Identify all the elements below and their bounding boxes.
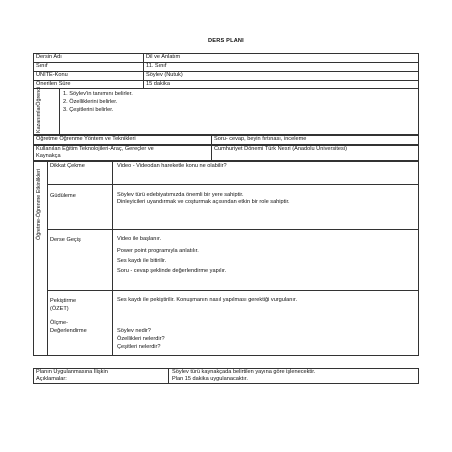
info-label-ders: Dersin Adı bbox=[36, 54, 62, 60]
teknoloji-value: Cumhuriyet Dönemi Türk Nesri (Anadolu Üniversitesi) bbox=[214, 146, 347, 152]
gudulem-line-2: Dinleyicileri uyandırmak ve coşturmak açısından etkin bir role sahiptir. bbox=[117, 199, 290, 205]
gecis-line-3: Ses kaydı ile bitirilir. bbox=[117, 258, 167, 264]
gecis-line-4: Soru - cevap şeklinde değerlendirme yapılır. bbox=[117, 268, 227, 274]
info-value-sinif: 11. Sınıf bbox=[146, 63, 167, 69]
olcme-line-2: Özellikleri nelerdir? bbox=[117, 336, 165, 342]
dikkat-value: Video - Videodan hareketle konu ne olabilir? bbox=[117, 163, 227, 169]
pekistirme-value: Ses kaydı ile pekiştirilir. Konuşmanın nasıl yapılması gerektiği vurgulanır. bbox=[117, 297, 298, 303]
etkinlik-box bbox=[33, 161, 419, 356]
kazanim-item-3: 3. Çeşitlerini belirler. bbox=[63, 107, 114, 113]
teknoloji-label-line1: Kullanılan Eğitim Teknolojileri-Araç, Gereçler ve bbox=[36, 146, 154, 152]
etkinlik-side-label: Öğretme-Öğrenme Etkinlikleri bbox=[36, 169, 42, 240]
uygulama-line-2: Plan 15 dakika uygulanacaktır. bbox=[172, 376, 248, 382]
gecis-label: Derse Geçiş bbox=[50, 237, 81, 243]
teknoloji-label-line2: Kaynakça bbox=[36, 153, 61, 159]
kazanimlar-label: Kazanımlar bbox=[36, 105, 42, 133]
info-label-sure: Önerilen Süre bbox=[36, 81, 71, 87]
olcme-label-2: Değerlendirme bbox=[50, 328, 87, 334]
olcme-label-1: Ölçme- bbox=[50, 320, 69, 326]
info-label-unite: ÜNİTE-Konu bbox=[36, 72, 68, 78]
page-title: DERS PLANI bbox=[208, 38, 244, 44]
gecis-line-2: Power point programıyla anlatılır. bbox=[117, 248, 199, 254]
info-value-sure: 15 dakika bbox=[146, 81, 170, 87]
info-label-sinif: Sınıf bbox=[36, 63, 48, 69]
olcme-line-1: Söylev nedir? bbox=[117, 328, 151, 334]
info-value-ders: Dil ve Anlatım bbox=[146, 54, 181, 60]
kazanimlar-side-label bbox=[36, 87, 42, 133]
gecis-line-1: Video ile başlanır. bbox=[117, 236, 162, 242]
olcme-line-3: Çeşitleri nelerdir? bbox=[117, 344, 161, 350]
uygulama-line-1: Söylev türü kaynakçada belirtilen yayına göre işlenecektir. bbox=[172, 369, 316, 375]
yontem-label: Öğretme Öğrenme Yöntem ve Teknikleri bbox=[36, 136, 136, 142]
gudulem-line-1: Söylev türü edebiyatımızda önemli bir yere sahiptir. bbox=[117, 192, 244, 198]
dikkat-label: Dikkat Çekme bbox=[50, 163, 85, 169]
kazanim-item-1: 1. Söylev'in tanımını belirler. bbox=[63, 91, 133, 97]
ogrenci-label: Öğrenci bbox=[36, 86, 42, 106]
info-value-unite: Söylev (Nutuk) bbox=[146, 72, 183, 78]
pekistirme-label-1: Pekiştirme bbox=[50, 298, 77, 304]
uygulama-label-2: Açıklamalar: bbox=[36, 376, 67, 382]
gudulem-label: Güdüleme bbox=[50, 193, 76, 199]
pekistirme-label-2: (ÖZET) bbox=[50, 306, 69, 312]
uygulama-label-1: Planın Uygulanmasına İlişkin bbox=[36, 369, 108, 375]
yontem-value: Soru- cevap, beyin fırtınası, inceleme bbox=[214, 136, 307, 142]
kazanim-item-2: 2. Özelliklerini belirler. bbox=[63, 99, 118, 105]
